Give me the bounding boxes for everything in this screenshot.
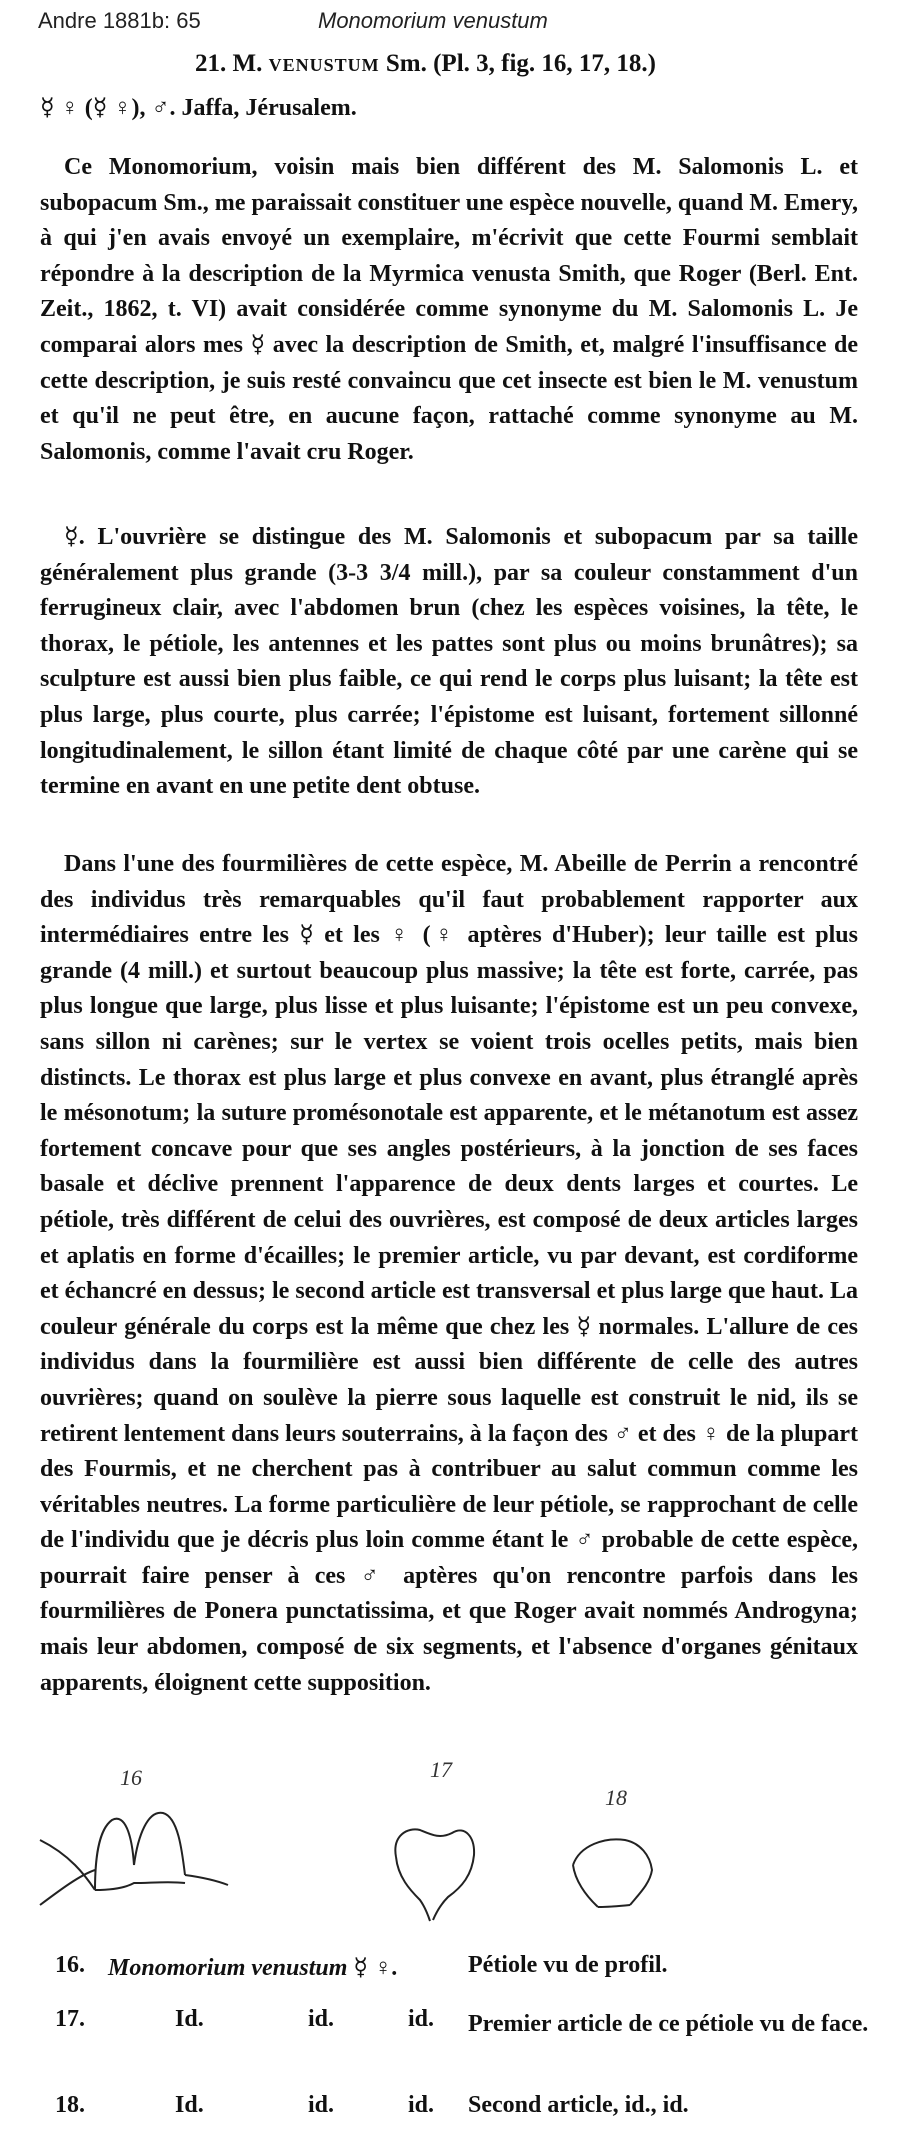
legend-row-18 [0, 2092, 900, 2128]
species-heading [195, 50, 656, 78]
legend-number: 18. [55, 2092, 85, 2118]
legend-row-16 [0, 1952, 900, 1988]
legend-id: id. [308, 2006, 335, 2032]
reference-label: Andre 1881b: 65 [38, 8, 201, 33]
figure-17-number: 17 [430, 1757, 452, 1782]
legend-number: 17. [55, 2006, 85, 2032]
paragraph-3: Dans l'une des fourmilières de cette espèce, M. Abeille de Perrin a rencontré des individus très remarquables qu'il faut probablement rapporter aux intermédiaires entre les ☿ et les ♀ (♀ aptères d'Huber); leur taille est plus grande (4 mill.) et surtout beaucoup plus massive; la tête est forte, carrée, pas plus longue que large, plus lisse et plus luisante; l'épistome est un peu convexe, sans sillon ni carènes; sur le vertex se voient trois ocelles petits, mais bien distincts. Le thorax est plus large et plus convexe en avant, plus étranglé après le mésonotum; la suture promésonotale est apparente, et le métanotum est assez fortement concave pour que ses angles postérieurs, à la jonction de ses faces basale et déclive prennent l'apparence de deux dents larges et courtes. Le pétiole, très différent de celui des ouvrières, est composé de deux articles larges et aplatis en forme d'écailles; le premier article, vu par devant, est cordiforme et échancré en dessus; le second article est transversal et plus large que haut. La couleur générale du corps est la même que chez les ☿ normales. L'allure de ces individus dans la fourmilière est aussi bien différente de celle des autres ouvrières; quand on soulève la pierre sous laquelle est construit le nid, ils se retirent lentement dans leurs souterrains, à la façon des ♂ et des ♀ de la plupart des Fourmis, et ne cherchent pas à contribuer au salut commun comme les véritables neutres. La forme particulière de leur pétiole, se rapprochant de celle de l'individu que je décris plus loin comme étant le ♂ probable de cette espèce, pourrait faire penser à ces ♂ aptères qu'on rencontre parfois dans les fourmilières de Ponera punctatissima, et que Roger avait nommés Androgyna; mais leur abdomen, composé de six segments, et l'absence d'organes génitaux apparents, éloignent cette supposition. [40, 851, 858, 1696]
taxon-label: Monomorium venustum [318, 8, 548, 33]
paragraph-2: ☿. L'ouvrière se distingue des M. Salomonis et subopacum par sa taille généralement plus grande (3-3 3/4 mill.), par sa couleur constamment d'un ferrugineux clair, avec l'abdomen brun (chez les espèces voisines, la tête, le thorax, le pétiole, les antennes et les pattes sont plus ou moins brunâtres); sa sculpture est aussi bien plus faible, ce qui rend le corps plus luisant; la tête est plus large, plus courte, plus carrée; l'épistome est luisant, fortement sillonné longitudinalement, le sillon étant limité de chaque côté par une carène qui se termine en avant en une petite dent obtuse. [40, 524, 858, 800]
legend-id: Id. [175, 2006, 204, 2032]
legend-description: Premier article de ce pétiole vu de face. [468, 2011, 869, 2037]
figure-18-number: 18 [605, 1785, 627, 1810]
species-name: venustum [268, 50, 380, 77]
figure-16-petiole-profile [40, 1813, 228, 1905]
figure-panel [0, 1757, 900, 1935]
figure-17-first-article [395, 1829, 474, 1921]
legend-taxon: Monomorium venustum ☿ ♀. [108, 1955, 399, 1981]
legend-number: 16. [55, 1952, 85, 1978]
legend-row-17 [0, 2006, 900, 2086]
legend-id: id. [308, 2092, 335, 2118]
legend-id: id. [408, 2006, 435, 2032]
figure-16-number: 16 [120, 1765, 142, 1790]
legend-id: id. [408, 2092, 435, 2118]
page-header [38, 8, 548, 34]
legend-description: Second article, id., id. [468, 2092, 689, 2118]
castes-localities: ☿ ♀ (☿ ♀), ♂. Jaffa, Jérusalem. [40, 95, 357, 121]
species-number: 21. M. [195, 50, 263, 77]
legend-description: Pétiole vu de profil. [468, 1952, 668, 1978]
legend-id: Id. [175, 2092, 204, 2118]
species-author-plate: Sm. (Pl. 3, fig. 16, 17, 18.) [385, 50, 656, 77]
figures-drawing [0, 1765, 900, 1935]
paragraph-1: Ce Monomorium, voisin mais bien différent des M. Salomonis L. et subopacum Sm., me paraissait constituer une espèce nouvelle, quand M. Emery, à qui j'en avais envoyé un exemplaire, m'écrivit que cette Fourmi semblait répondre à la description de la Myrmica venusta Smith, que Roger (Berl. Ent. Zeit., 1862, t. VI) avait considérée comme synonyme du M. Salomonis L. Je comparai alors mes ☿ avec la description de Smith, et, malgré l'insuffisance de cette description, je suis resté convaincu que cet insecte est bien le M. venustum et qu'il ne peut être, en aucune façon, rattaché comme synonyme au M. Salomonis, comme l'avait cru Roger. [40, 154, 858, 465]
figure-18-second-article [573, 1839, 652, 1907]
